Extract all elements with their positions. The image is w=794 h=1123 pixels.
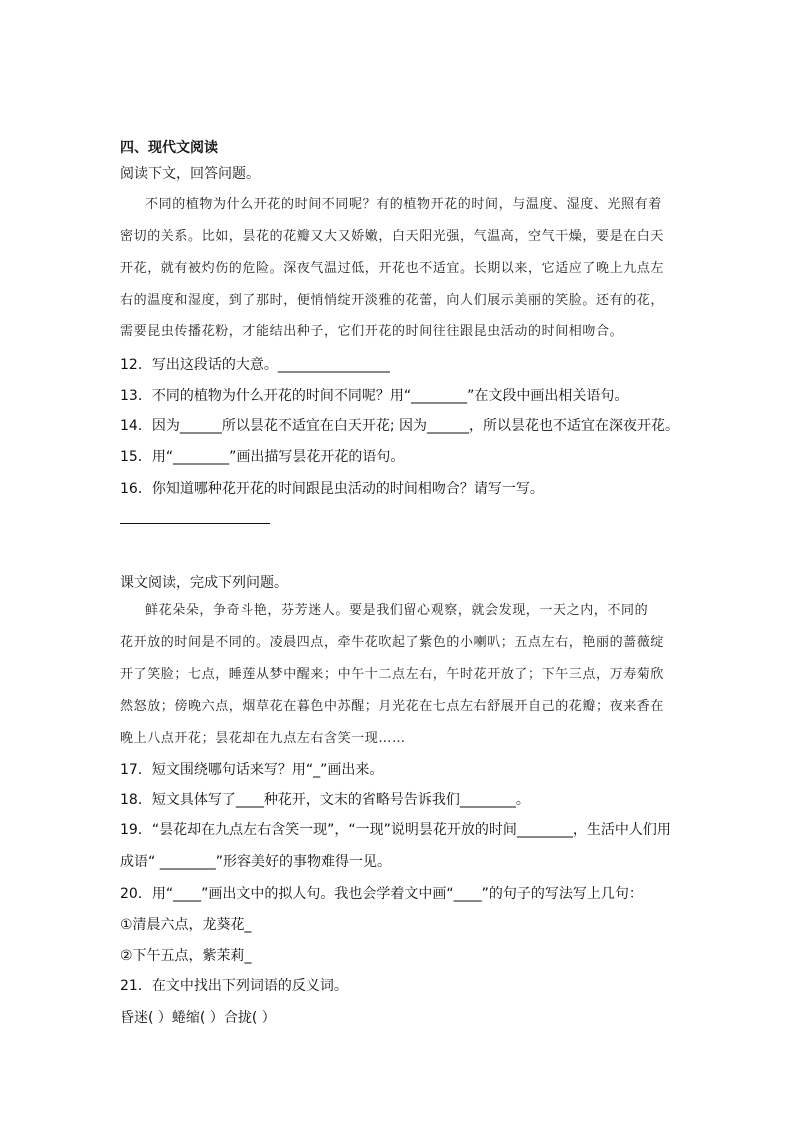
passage-line: 开花，就有被灼伤的危险。深夜气温过低，开花也不适宜。长期以来，它适应了晚上九点左	[120, 261, 665, 276]
passage-line: 晚上八点开花；昙花却在九点左右含笑一现……	[120, 731, 406, 746]
question-21: 21．在文中找出下列词语的反义词。	[120, 978, 348, 994]
passage-line: 需要昆虫传播花粉，才能结出种子，它们开花的时间往往跟昆虫活动的时间相吻合。	[120, 324, 624, 339]
passage-line: 右的温度和湿度，到了那时，便悄悄绽开淡雅的花蕾，向人们展示美丽的笑脸。还有的花，	[120, 293, 665, 308]
passage-line: 密切的关系。比如，昙花的花瓣又大又娇嫩，白天阳光强，气温高，空气干燥，要是在白天	[120, 229, 665, 244]
passage-line: 然怒放；傍晚六点，烟草花在暮色中苏醒；月光花在七点左右舒展开自己的花瓣；夜来香在	[120, 699, 665, 714]
question-12: 12．写出这段话的大意。________________	[120, 357, 390, 373]
passage-line: 不同的植物为什么开花的时间不同呢？有的植物开花的时间，与温度、湿度、光照有着	[145, 197, 662, 212]
passage-line: 花开放的时间是不同的。凌晨四点，牵牛花吹起了紫色的小喇叭；五点左右，艳丽的蔷薇绽	[120, 635, 665, 650]
passage-line: 鲜花朵朵，争奇斗艳，芬芳迷人。要是我们留心观察，就会发现，一天之内，不同的	[145, 603, 649, 618]
reading-instruction-2: 课文阅读，完成下列问题。	[120, 575, 288, 591]
question-13: 13．不同的植物为什么开花的时间不同呢？用“________”在文段中画出相关语句。	[120, 388, 629, 404]
passage-line: 开了笑脸；七点，睡莲从梦中醒来；中午十二点左右，午时花开放了；下午三点，万寿菊欣	[120, 667, 665, 682]
question-20-item-1: ①清晨六点，龙葵花_	[120, 917, 252, 933]
question-21-items: 昏迷( ）蜷缩( ）合拢( ）	[120, 1010, 276, 1026]
question-19: 19．“昙花却在九点左右含笑一现”，“一现”说明昙花开放的时间________，生活中人们用	[120, 822, 671, 838]
section-heading: 四、现代文阅读	[120, 140, 218, 156]
question-20-item-2: ②下午五点，紫茉莉_	[120, 948, 252, 964]
question-18: 18．短文具体写了____种花开，文末的省略号告诉我们________。	[120, 792, 530, 808]
question-19-continued: 成语“ ________”形容美好的事物难得一见。	[120, 854, 391, 870]
question-14: 14．因为______所以昙花不适宜在白天开花; 因为______，所以昙花也不适宜在深夜开花。	[120, 418, 679, 434]
question-16: 16．你知道哪种花开花的时间跟昆虫活动的时间相吻合？请写一写。	[120, 481, 544, 497]
question-20: 20．用“____”画出文中的拟人句。我也会学着文中画“____”的句子的写法写上几句：	[120, 886, 643, 902]
answer-line[interactable]	[120, 523, 270, 524]
question-15: 15．用“________”画出描写昙花开花的语句。	[120, 449, 405, 465]
reading-instruction: 阅读下文，回答问题。	[120, 166, 260, 182]
question-17: 17．短文围绕哪句话来写？用“_”画出来。	[120, 762, 384, 778]
